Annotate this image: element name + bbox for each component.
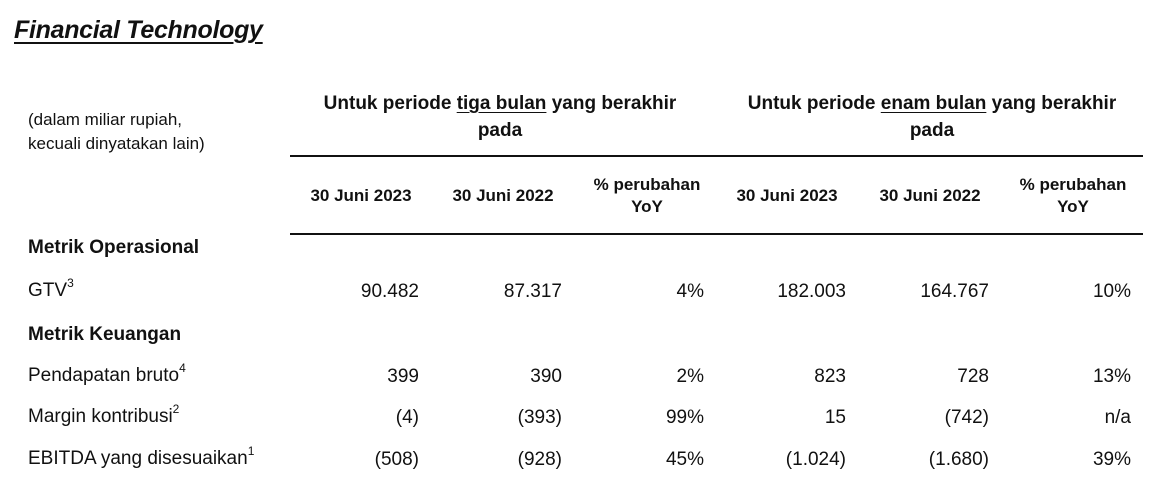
period-6m-underlined: enam bulan bbox=[880, 93, 987, 114]
table-cell: 39% bbox=[1092, 449, 1131, 470]
col-header-3m-yoy-line1: % perubahan bbox=[593, 175, 701, 194]
table-cell: 164.767 bbox=[920, 281, 989, 302]
table-cell: n/a bbox=[1104, 407, 1131, 428]
table-cell: 182.003 bbox=[777, 281, 846, 302]
col-header-6m-2022: 30 Juni 2022 bbox=[879, 186, 981, 205]
table-cell: (928) bbox=[517, 449, 562, 470]
table-cell: 399 bbox=[387, 366, 419, 387]
col-header-6m-yoy-line2: YoY bbox=[1057, 197, 1089, 216]
period-header-six-months bbox=[720, 90, 1144, 144]
units-note bbox=[28, 108, 205, 156]
col-header-6m-yoy-line1: % perubahan bbox=[1019, 175, 1127, 194]
table-cell: (393) bbox=[517, 407, 562, 428]
table-cell: 390 bbox=[530, 366, 562, 387]
table-cell: (508) bbox=[374, 449, 419, 470]
header-divider-top bbox=[290, 155, 1143, 157]
col-header-3m-yoy-line2: YoY bbox=[631, 197, 663, 216]
col-header-6m-2023: 30 Juni 2023 bbox=[736, 186, 838, 205]
section-operational-metrics: Metrik Operasional bbox=[28, 237, 200, 258]
period-3m-post: yang berakhir bbox=[546, 93, 677, 114]
table-cell: 823 bbox=[814, 366, 846, 387]
period-3m-line2: pada bbox=[477, 120, 523, 141]
row-label-gtv bbox=[28, 276, 74, 302]
table-cell: (742) bbox=[944, 407, 989, 428]
col-header-3m-2023: 30 Juni 2023 bbox=[310, 186, 412, 205]
units-note-line1: (dalam miliar rupiah, bbox=[28, 110, 182, 129]
col-header-6m-yoy bbox=[1008, 174, 1138, 218]
row-label-adjusted-ebitda bbox=[28, 444, 255, 470]
footnote-marker: 3 bbox=[67, 276, 74, 290]
table-cell: (4) bbox=[395, 407, 419, 428]
col-header-3m-yoy bbox=[582, 174, 712, 218]
col-header-3m-2022: 30 Juni 2022 bbox=[452, 186, 554, 205]
row-label-adjusted-ebitda-text: EBITDA yang disesuaikan bbox=[28, 448, 248, 469]
table-cell: 2% bbox=[676, 366, 704, 387]
table-cell: 45% bbox=[665, 449, 704, 470]
period-6m-pre: Untuk periode bbox=[747, 93, 881, 114]
period-3m-underlined: tiga bulan bbox=[456, 93, 547, 114]
footnote-marker: 2 bbox=[172, 402, 180, 416]
page-title: Financial Technology bbox=[14, 16, 263, 44]
table-cell: 10% bbox=[1092, 281, 1131, 302]
footnote-marker: 4 bbox=[179, 361, 186, 375]
table-cell: 90.482 bbox=[360, 281, 419, 302]
section-financial-metrics: Metrik Keuangan bbox=[28, 324, 182, 345]
table-cell: 99% bbox=[665, 407, 704, 428]
row-label-contribution-margin-text: Margin kontribusi bbox=[28, 406, 173, 427]
period-6m-line2: pada bbox=[909, 120, 955, 141]
table-cell: (1.680) bbox=[928, 449, 989, 470]
footnote-marker: 1 bbox=[247, 444, 255, 458]
table-cell: 4% bbox=[676, 281, 704, 302]
table-cell: 87.317 bbox=[503, 281, 562, 302]
row-label-gross-revenue-text: Pendapatan bruto bbox=[28, 365, 180, 386]
table-cell: 15 bbox=[824, 407, 846, 428]
period-6m-post: yang berakhir bbox=[986, 93, 1117, 114]
period-3m-pre: Untuk periode bbox=[323, 93, 457, 114]
table-cell: 728 bbox=[957, 366, 989, 387]
table-cell: (1.024) bbox=[785, 449, 846, 470]
row-label-gross-revenue bbox=[28, 361, 186, 387]
units-note-line2: kecuali dinyatakan lain) bbox=[28, 134, 205, 153]
row-label-contribution-margin bbox=[28, 402, 180, 428]
header-divider-bottom bbox=[290, 233, 1143, 235]
period-header-three-months bbox=[290, 90, 710, 144]
table-cell: 13% bbox=[1092, 366, 1131, 387]
row-label-gtv-text: GTV bbox=[28, 280, 68, 301]
